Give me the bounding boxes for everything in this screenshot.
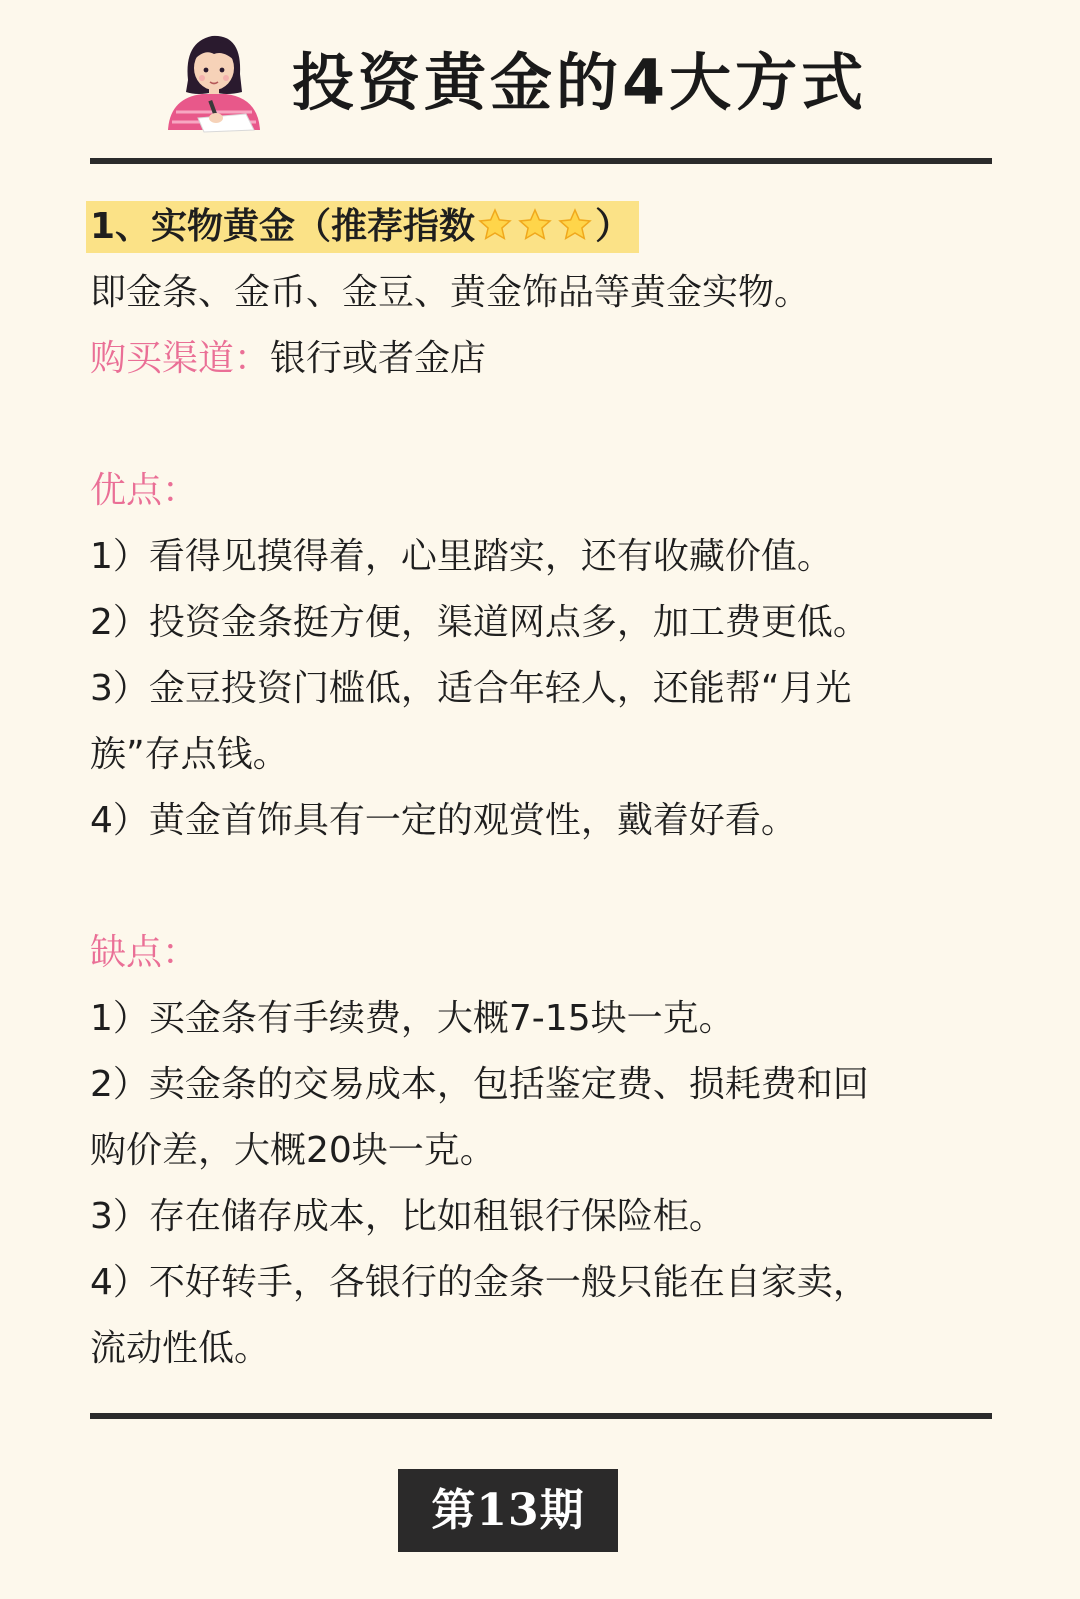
pros-line-4: 族”存点钱。 [90, 734, 289, 775]
cons-label: 缺点： [90, 932, 199, 973]
section-heading-text: 1、实物黄金（推荐指数 [90, 206, 476, 247]
cons-line-2: 2）卖金条的交易成本，包括鉴定费、损耗费和回 [90, 1064, 869, 1105]
pros-label: 优点： [90, 470, 199, 511]
pros-line-1: 1）看得见摸得着，心里踏实，还有收藏价值。 [90, 536, 833, 577]
star-icon [557, 207, 593, 243]
channel-label: 购买渠道： [90, 338, 271, 379]
header [150, 18, 950, 138]
cons-line-6: 流动性低。 [90, 1328, 271, 1369]
cons-line-1: 1）买金条有手续费，大概7-15块一克。 [90, 998, 735, 1039]
pros-line-5: 4）黄金首饰具有一定的观赏性，戴着好看。 [90, 800, 797, 841]
girl-writing-illustration-icon [154, 22, 274, 134]
bottom-divider [90, 1413, 992, 1419]
cons-line-3: 购价差，大概20块一克。 [90, 1130, 496, 1171]
rating-stars [475, 206, 595, 247]
cons-line-5: 4）不好转手，各银行的金条一般只能在自家卖， [90, 1262, 869, 1303]
channel-value: 银行或者金店 [270, 338, 487, 379]
section-heading-line [90, 194, 995, 260]
section-heading-close: ） [595, 206, 632, 247]
spacer [90, 854, 995, 920]
pros-line-3: 3）金豆投资门槛低，适合年轻人，还能帮“月光 [90, 668, 852, 709]
top-divider [90, 158, 992, 164]
cons-line-4: 3）存在储存成本，比如租银行保险柜。 [90, 1196, 725, 1237]
star-icon [517, 207, 553, 243]
section-description: 即金条、金币、金豆、黄金饰品等黄金实物。 [90, 272, 811, 313]
section-heading [86, 201, 639, 253]
article-body [90, 194, 995, 1382]
star-icon [477, 207, 513, 243]
issue-badge: 第13期 [398, 1469, 618, 1552]
pros-line-2: 2）投资金条挺方便，渠道网点多，加工费更低。 [90, 602, 869, 643]
purchase-channel [90, 326, 995, 392]
page-title: 投资黄金的4大方式 [292, 46, 868, 119]
spacer [90, 392, 995, 458]
